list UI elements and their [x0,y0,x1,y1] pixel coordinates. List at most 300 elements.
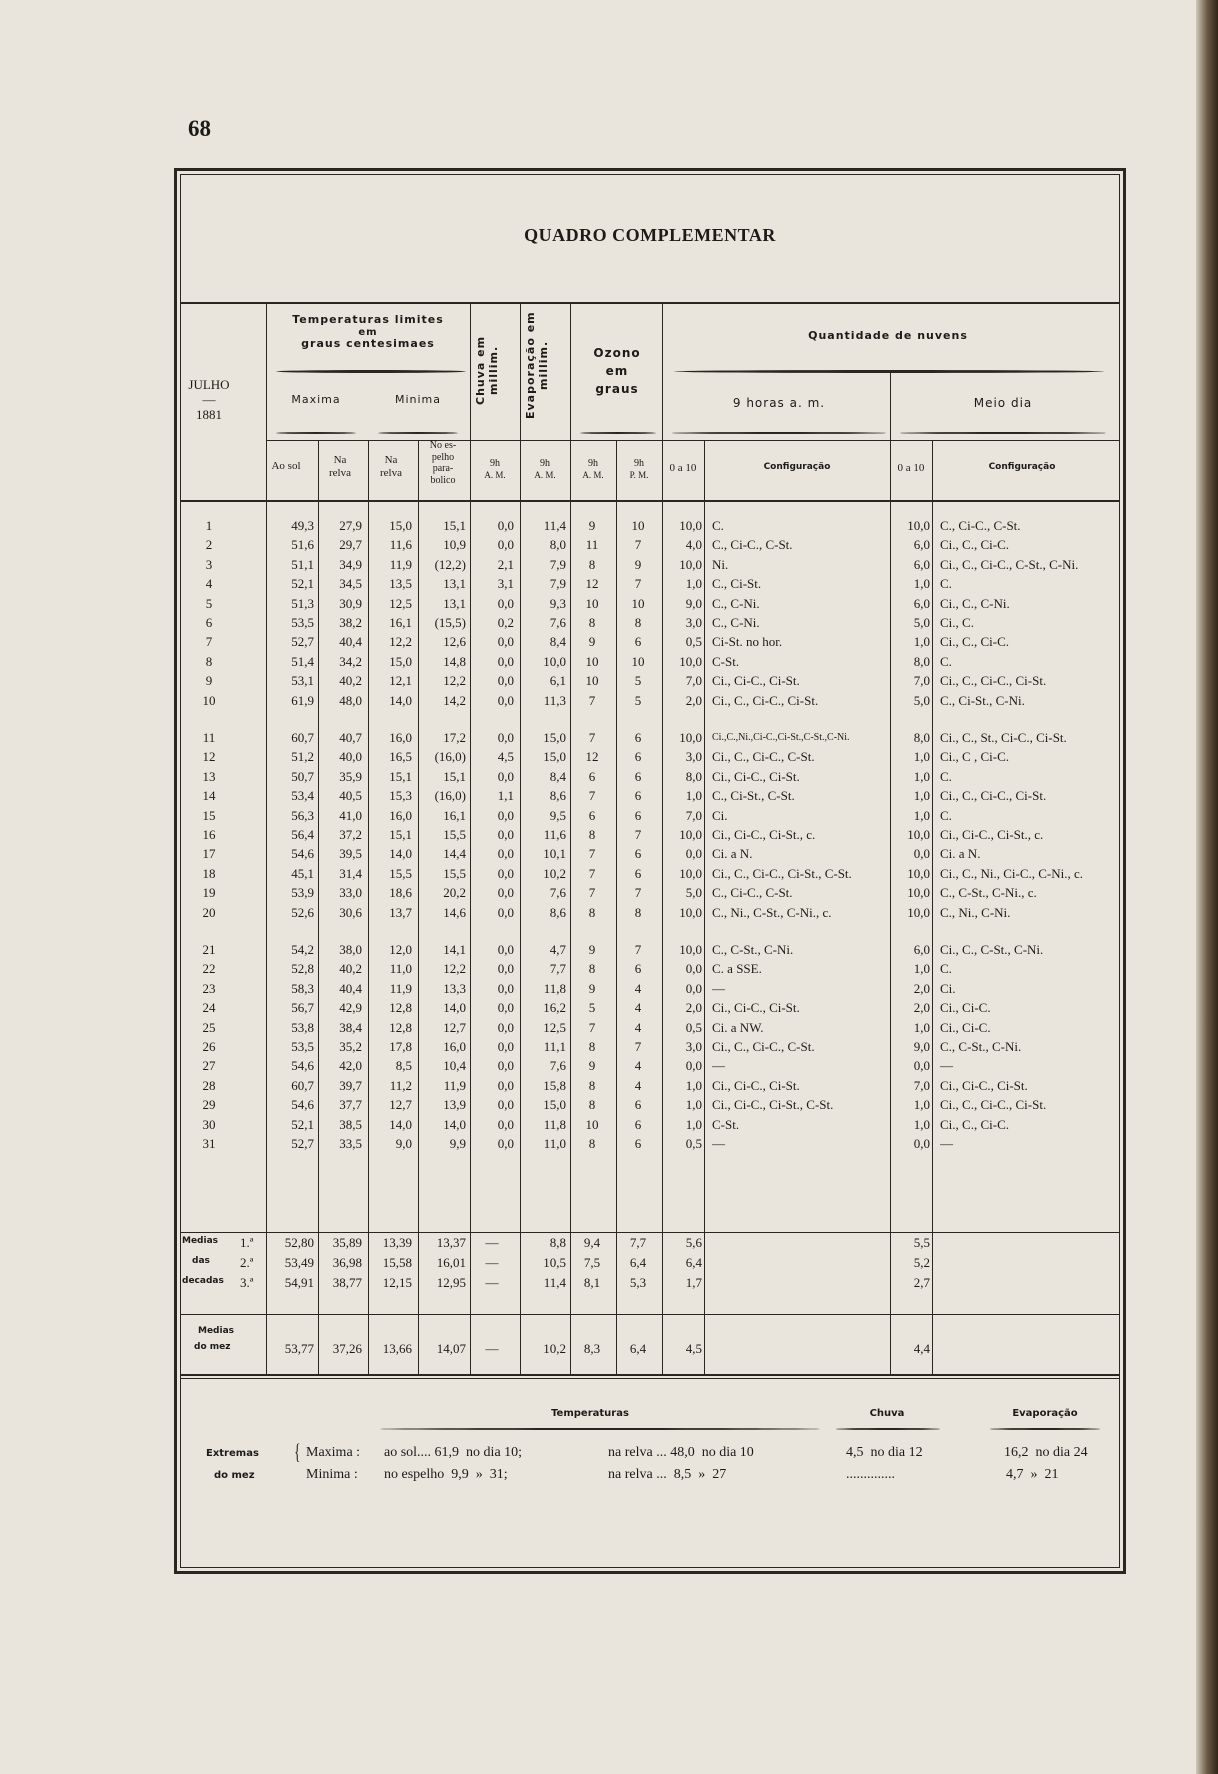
cell-day: 18 [202,865,216,881]
temperaturas-swash [380,1428,820,1430]
decada-chuva: — [485,1255,499,1270]
cell-evaporacao: 8,6 [549,788,566,804]
cell-evaporacao: 10,1 [543,846,566,862]
cell-ozono-am: 8 [588,961,596,977]
cell-relva-min: 11,6 [389,537,412,553]
cell-ozono-pm: 6 [634,634,642,650]
cell-day: 14 [202,788,216,804]
cell-config-meio-dia: C., Ci-St., C-Ni. [940,692,1025,708]
cell-evaporacao: 8,4 [549,768,566,784]
cell-config-meio-dia: Ci., C., St., Ci-C., Ci-St. [940,730,1067,745]
cell-relva-min: 9,0 [395,1136,412,1151]
cell-ozono-am: 7 [588,846,596,862]
cell-evaporacao: 4,7 [549,942,566,957]
cell-espelho: 14,0 [443,1116,466,1132]
cell-ozono-am: 7 [588,1019,596,1035]
cell-evaporacao: 7,6 [549,1058,566,1074]
cell-evaporacao: 15,0 [543,1097,566,1113]
cell-ao-sol: 56,3 [291,807,314,823]
cell-ozono-pm: 6 [634,865,642,881]
cell-day: 3 [205,556,213,572]
cell-config-9h: C. a SSE. [712,961,762,977]
nuvens-header: Quantidade de nuvens [808,329,968,342]
cell-ozono-pm: 4 [634,1058,642,1074]
cell-ao-sol: 60,7 [291,1077,314,1093]
page-title: QUADRO COMPLEMENTAR [524,225,776,245]
cell-day: 10 [202,692,216,708]
cell-ao-sol: 53,5 [291,1039,314,1054]
cell-ozono-pm: 7 [634,576,642,592]
cell-nuvens-meio-dia: 1,0 [913,1019,930,1035]
decada-ozono-pm: 5,3 [629,1275,647,1290]
cell-relva-min: 12,8 [389,1019,412,1035]
cell-evaporacao: 11,6 [543,827,566,842]
decada-ao-sol: 52,80 [284,1235,314,1250]
cell-nuvens-meio-dia: 1,0 [913,576,930,592]
cell-evaporacao: 7,7 [549,961,566,977]
cell-day: 29 [202,1097,216,1113]
cell-config-9h: Ci., Ci-C., Ci-St. [712,768,800,784]
na-relva-max-header: Na relva [329,454,351,479]
cell-ao-sol: 50,7 [291,768,314,784]
cell-config-9h: Ci. [712,807,728,823]
cell-relva-max: 37,2 [339,827,362,842]
nuvens-9h-config-header: Configuração [763,462,831,472]
decada-nuvens-meio-dia: 5,2 [913,1255,930,1270]
cell-chuva: 0,0 [497,1000,514,1016]
cell-ozono-pm: 4 [634,1077,642,1093]
cell-relva-min: 11,0 [389,961,412,977]
ozono-swash [580,432,656,434]
decada-ozono-pm: 7,7 [629,1235,647,1250]
minima-swash [378,432,458,434]
extremas-label-2: do mez [214,1470,255,1481]
nuvens-swash [674,370,1104,373]
cell-espelho: 9,9 [449,1136,466,1151]
cell-nuvens-9h: 3,0 [685,1039,702,1054]
cell-ozono-pm: 6 [634,768,642,784]
decada-ozono-pm: 6,4 [629,1255,647,1270]
extremas-max-sol: ao sol.... 61,9 no dia 10; [384,1445,523,1460]
cell-day: 15 [202,807,216,823]
cell-nuvens-meio-dia: 10,0 [907,885,930,901]
cell-nuvens-9h: 10,0 [679,556,702,572]
cell-ozono-pm: 5 [634,673,642,689]
cell-day: 8 [205,653,213,669]
cell-ozono-am: 5 [588,1000,596,1016]
cell-ao-sol: 53,5 [291,615,314,630]
cell-ozono-pm: 7 [634,827,642,842]
cell-espelho: 10,9 [443,537,466,553]
cell-evaporacao: 15,0 [543,730,566,745]
cell-ao-sol: 51,3 [291,595,314,611]
cell-espelho: 10,4 [443,1058,466,1074]
mez-nuvens-9h: 4,5 [685,1341,702,1356]
cell-nuvens-meio-dia: 6,0 [913,537,930,553]
cell-nuvens-meio-dia: 7,0 [913,673,930,689]
cell-relva-max: 38,0 [339,942,362,957]
cell-ozono-am: 6 [588,768,596,784]
cell-ao-sol: 52,1 [291,576,314,592]
decada-relva-min: 15,58 [382,1255,412,1270]
cell-config-9h: Ci., Ci-C., Ci-St. [712,1077,800,1093]
cell-ozono-am: 10 [585,673,599,689]
cell-relva-max: 35,2 [339,1039,362,1054]
cell-evaporacao: 11,4 [543,518,566,533]
cell-espelho: 15,5 [443,865,466,881]
cell-nuvens-9h: 10,0 [679,730,702,745]
cell-ao-sol: 51,4 [291,653,314,669]
cell-config-9h: C., C-Ni. [712,595,760,611]
extremas-temperaturas-header: Temperaturas [551,1408,629,1419]
cell-day: 9 [205,673,213,689]
cell-relva-min: 15,1 [389,768,412,784]
cell-ozono-am: 9 [588,518,596,533]
medias-decadas-label-3: decadas [182,1276,224,1286]
cell-nuvens-meio-dia: 1,0 [913,961,930,977]
decada-nuvens-meio-dia: 2,7 [913,1275,930,1290]
cell-ozono-pm: 6 [634,1136,642,1151]
cell-ozono-am: 9 [588,980,596,996]
cell-config-9h: C., C-St., C-Ni. [712,942,794,957]
meio-dia-swash [900,432,1106,434]
cell-espelho: 14,6 [443,904,466,920]
cell-ozono-am: 11 [585,537,599,553]
decada-ozono-am: 8,1 [583,1275,601,1290]
mez-espelho: 14,07 [436,1341,466,1356]
cell-nuvens-meio-dia: 2,0 [913,1000,930,1016]
cell-config-9h: C. [712,518,724,533]
cell-ozono-am: 8 [588,1097,596,1113]
extremas-label-1: Extremas [206,1448,259,1459]
cell-config-meio-dia: C., C-St., C-Ni. [940,1039,1022,1054]
cell-ao-sol: 58,3 [291,980,314,996]
cell-espelho: 14,8 [443,653,466,669]
cell-config-meio-dia: C. [940,576,952,592]
cell-relva-min: 12,2 [389,634,412,650]
cell-day: 21 [202,942,216,957]
decada-chuva: — [485,1275,499,1290]
cell-relva-max: 40,2 [339,673,362,689]
cell-chuva: 0,0 [497,537,514,553]
cell-evaporacao: 7,9 [549,576,566,592]
cell-config-meio-dia: — [940,1136,953,1151]
mez-bottom-rule [180,1374,1120,1376]
extremas-evap-min: 4,7 » 21 [1006,1467,1059,1482]
cell-evaporacao: 7,9 [549,556,566,572]
mez-bottom-rule-2 [180,1378,1120,1379]
cell-nuvens-9h: 0,0 [685,1058,702,1074]
cell-evaporacao: 9,3 [549,595,566,611]
cell-day: 2 [205,537,213,553]
cell-chuva: 0,0 [497,904,514,920]
cell-nuvens-meio-dia: 8,0 [913,730,930,745]
cell-relva-max: 27,9 [339,518,362,533]
cell-nuvens-9h: 0,0 [685,961,702,977]
cell-evaporacao: 7,6 [549,885,566,901]
cell-nuvens-meio-dia: 0,0 [913,846,930,862]
cell-ozono-pm: 7 [634,885,642,901]
cell-config-meio-dia: C., C-St., C-Ni., c. [940,885,1037,901]
cell-config-meio-dia: C. [940,961,952,977]
cell-nuvens-meio-dia: 1,0 [913,634,930,650]
cell-relva-max: 39,7 [339,1077,362,1093]
cell-day: 7 [205,634,213,650]
cell-relva-max: 38,4 [339,1019,362,1035]
ozono-am-header: 9h A. M. [582,458,604,480]
decada-nuvens-9h: 5,6 [685,1235,702,1250]
cell-chuva: 0,0 [497,768,514,784]
cell-ozono-pm: 6 [634,807,642,823]
cell-config-9h: Ni. [712,556,729,572]
nuvens-meio-config-header: Configuração [988,462,1056,472]
cell-nuvens-meio-dia: 1,0 [913,788,930,804]
extremas-min-relva: na relva ... 8,5 » 27 [608,1467,727,1482]
extremas-minima-label: Minima : [306,1467,358,1482]
cell-nuvens-9h: 0,5 [685,1136,702,1151]
cell-config-9h: C-St. [712,1116,740,1132]
meio-dia-header: Meio dia [973,396,1033,410]
cell-nuvens-9h: 0,0 [685,980,702,996]
cell-nuvens-meio-dia: 6,0 [913,556,930,572]
mez-ozono-pm: 6,4 [629,1341,647,1356]
cell-chuva: 0,0 [497,1136,514,1151]
cell-ozono-pm: 6 [634,846,642,862]
cell-config-9h: C., Ci-St. [712,576,762,592]
cell-day: 16 [202,827,216,842]
cell-ao-sol: 45,1 [291,865,314,881]
brace-swash [276,370,466,373]
cell-config-9h: Ci. a N. [712,846,753,862]
cell-day: 4 [205,576,213,592]
cell-day: 1 [205,518,213,533]
decada-nuvens-9h: 6,4 [685,1255,702,1270]
cell-evaporacao: 11,1 [543,1039,566,1054]
decada-relva-max: 36,98 [332,1255,362,1270]
cell-nuvens-9h: 7,0 [685,673,702,689]
cell-nuvens-9h: 2,0 [685,1000,702,1016]
cell-config-meio-dia: C., Ci-C., C-St. [940,518,1021,533]
extremas-brace: { [294,1439,301,1464]
cell-relva-max: 34,5 [339,576,362,592]
nuvens-meio-zero-dez-header: 0 a 10 [897,462,925,474]
cell-nuvens-9h: 10,0 [679,865,702,881]
cell-day: 27 [202,1058,216,1074]
cell-espelho: 11,9 [443,1077,466,1093]
cell-chuva: 0,0 [497,653,514,669]
cell-chuva: 0,0 [497,692,514,708]
cell-evaporacao: 8,0 [549,537,566,553]
decada-relva-min: 13,39 [382,1235,412,1250]
cell-ao-sol: 53,1 [291,673,314,689]
evaporacao-swash [990,1428,1100,1430]
cell-nuvens-meio-dia: 1,0 [913,1116,930,1132]
cell-ozono-pm: 4 [634,1000,642,1016]
cell-chuva: 4,5 [497,749,514,765]
cell-relva-min: 11,9 [389,556,412,572]
cell-espelho: 13,1 [443,595,466,611]
mez-nuvens-meio-dia: 4,4 [913,1341,930,1356]
cell-config-meio-dia: Ci., C., Ci-C. [940,1116,1009,1132]
cell-ao-sol: 51,2 [291,749,314,765]
cell-ozono-am: 9 [588,634,596,650]
cell-ao-sol: 52,8 [291,961,314,977]
cell-ozono-am: 12 [585,576,599,592]
cell-nuvens-9h: 10,0 [679,827,702,842]
cell-config-9h: C-St. [712,653,740,669]
cell-relva-min: 15,3 [389,788,412,804]
cell-ao-sol: 54,2 [291,942,314,957]
cell-relva-max: 33,5 [339,1136,362,1151]
cell-espelho: 12,2 [443,673,466,689]
header-top-rule [180,302,1120,304]
decada-ao-sol: 53,49 [284,1255,314,1270]
cell-chuva: 0,2 [497,615,514,630]
cell-chuva: 0,0 [497,807,514,823]
cell-day: 26 [202,1039,216,1054]
cell-relva-min: 11,9 [389,980,412,996]
cell-espelho: 14,0 [443,1000,466,1016]
cell-nuvens-meio-dia: 10,0 [907,865,930,881]
column-rule [704,440,705,1374]
cell-ozono-am: 8 [588,1136,596,1151]
cell-config-9h: — [712,980,725,996]
cell-ao-sol: 52,7 [291,1136,314,1151]
cell-evaporacao: 12,5 [543,1019,566,1035]
cell-nuvens-9h: 0,0 [685,846,702,862]
cell-day: 6 [205,615,213,630]
cell-ao-sol: 49,3 [291,518,314,533]
extremas-maxima-label: Maxima : [306,1445,361,1460]
cell-chuva: 2,1 [497,556,514,572]
cell-config-meio-dia: Ci., Ci-C. [940,1000,991,1016]
decada-espelho: 16,01 [436,1255,466,1270]
cell-ozono-pm: 6 [634,1116,642,1132]
decada-relva-min: 12,15 [382,1275,412,1290]
ao-sol-header: Ao sol [271,460,301,472]
cell-relva-min: 15,0 [389,653,412,669]
cell-espelho: (16,0) [434,749,466,765]
cell-ao-sol: 56,7 [291,1000,314,1016]
cell-evaporacao: 10,0 [543,653,566,669]
cell-chuva: 0,0 [497,1058,514,1074]
decada-evaporacao: 10,5 [543,1255,566,1270]
cell-ozono-am: 8 [588,556,596,572]
cell-config-meio-dia: Ci., C., Ci-C., Ci-St. [940,673,1047,689]
chuva-header: Chuva em millim. [474,335,500,405]
cell-day: 24 [202,1000,216,1016]
cell-relva-min: 12,8 [389,1000,412,1016]
cell-relva-min: 15,1 [389,827,412,842]
header-bottom-rule [180,500,1120,502]
cell-ozono-am: 8 [588,904,596,920]
cell-config-meio-dia: Ci., Ci-C., Ci-St., c. [940,827,1044,842]
cell-chuva: 0,0 [497,1019,514,1035]
nove-horas-swash [672,432,886,434]
cell-relva-min: 16,0 [389,730,412,745]
cell-ozono-am: 7 [588,885,596,901]
cell-day: 30 [202,1116,216,1132]
cell-chuva: 3,1 [497,576,514,592]
evaporacao-header: Evaporação em millim. [524,311,550,419]
mez-ao-sol: 53,77 [284,1341,314,1356]
cell-espelho: (15,5) [434,615,466,630]
cell-config-meio-dia: Ci., C., Ci-C., C-St., C-Ni. [940,556,1079,572]
cell-ozono-pm: 6 [634,1097,642,1113]
cell-nuvens-meio-dia: 1,0 [913,749,930,765]
cell-config-9h: — [712,1058,725,1074]
cell-ozono-pm: 7 [634,942,642,957]
cell-nuvens-9h: 4,0 [685,537,702,553]
cell-relva-max: 30,9 [339,595,362,611]
decada-ordinal: 2.ª [240,1255,254,1270]
decada-relva-max: 38,77 [332,1275,362,1290]
ozono-pm-header: 9h P. M. [629,458,649,480]
cell-evaporacao: 9,5 [549,807,566,823]
cell-ao-sol: 54,6 [291,846,314,862]
cell-relva-max: 40,5 [339,788,362,804]
cell-ao-sol: 54,6 [291,1097,314,1113]
cell-evaporacao: 11,8 [543,1116,566,1132]
cell-chuva: 0,0 [497,846,514,862]
cell-ozono-pm: 5 [634,692,642,708]
cell-nuvens-meio-dia: 1,0 [913,1097,930,1113]
cell-ozono-pm: 6 [634,730,642,745]
cell-nuvens-9h: 2,0 [685,692,702,708]
cell-relva-min: 16,1 [389,615,412,630]
cell-evaporacao: 11,8 [543,980,566,996]
cell-espelho: 12,2 [443,961,466,977]
cell-config-meio-dia: Ci. [940,980,956,996]
cell-ozono-am: 9 [588,942,596,957]
cell-ao-sol: 60,7 [291,730,314,745]
cell-config-9h: Ci. a NW. [712,1019,764,1035]
cell-chuva: 0,0 [497,827,514,842]
cell-day: 12 [202,749,216,765]
cell-espelho: 15,1 [443,518,466,533]
cell-chuva: 0,0 [497,942,514,957]
extremas-evaporacao-header: Evaporação [1012,1408,1078,1419]
medias-decadas-label-1: Medias [182,1236,219,1246]
cell-ao-sol: 51,1 [291,556,314,572]
cell-relva-max: 40,4 [339,634,362,650]
cell-ozono-pm: 10 [631,518,645,533]
cell-nuvens-meio-dia: 0,0 [913,1058,930,1074]
cell-nuvens-9h: 3,0 [685,615,702,630]
cell-relva-max: 42,0 [339,1058,362,1074]
cell-nuvens-9h: 10,0 [679,518,702,533]
maxima-header: Maxima [291,393,341,406]
cell-evaporacao: 11,3 [543,692,566,708]
cell-config-9h: C., C-Ni. [712,615,760,630]
cell-ao-sol: 53,9 [291,885,314,901]
cell-config-9h: Ci., C., Ci-C., C-St. [712,749,815,765]
cell-ao-sol: 52,1 [291,1116,314,1132]
cell-config-meio-dia: Ci., C., Ni., Ci-C., C-Ni., c. [940,865,1084,881]
cell-relva-max: 34,9 [339,556,362,572]
maxima-swash [276,432,356,434]
cell-config-9h: C., Ni., C-St., C-Ni., c. [712,904,832,920]
cell-config-meio-dia: C. [940,807,952,823]
cell-relva-min: 16,0 [389,807,412,823]
cell-nuvens-meio-dia: 8,0 [913,653,930,669]
cell-chuva: 0,0 [497,673,514,689]
cell-ozono-am: 8 [588,615,596,630]
cell-ao-sol: 61,9 [291,692,314,708]
cell-espelho: 12,7 [443,1019,466,1035]
cell-relva-max: 31,4 [339,865,362,881]
decada-nuvens-meio-dia: 5,5 [913,1235,930,1250]
